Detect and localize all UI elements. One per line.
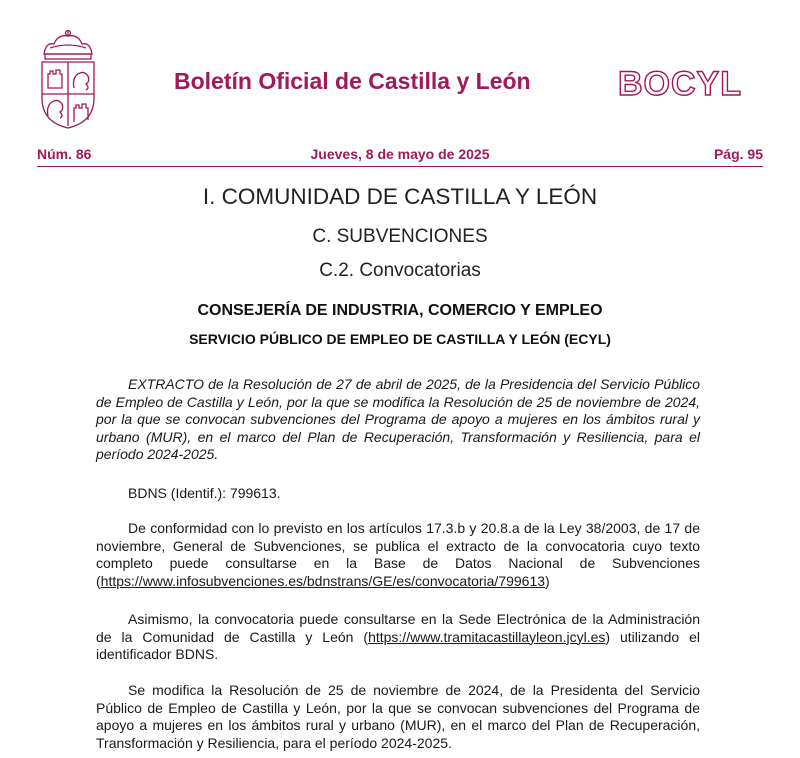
- section-heading-3: C.2. Convocatorias: [319, 260, 481, 281]
- conformity-paragraph: [96, 520, 700, 590]
- infosubvenciones-link[interactable]: https://www.infosubvenciones.es/bdnstrans/GE/es/convocatoria/799613: [100, 572, 546, 589]
- bdns-text: BDNS (Identif.): 799613.: [128, 485, 281, 501]
- tramita-link[interactable]: https://www.tramitacastillayleon.jcyl.es: [368, 628, 606, 645]
- department-heading: CONSEJERÍA DE INDUSTRIA, COMERCIO Y EMPLEO: [197, 302, 603, 319]
- conformity-text: De conformidad con lo previsto en los artículos 17.3.b y 20.8.a de la Ley 38/2003, de 17 de noviembre, General de Subvenciones, se publica el extracto de la convocatoria cuyo texto completo puede consultarse en la Base de Datos Nacional de Subvenciones (: [96, 520, 700, 589]
- bdns-paragraph: [96, 485, 700, 503]
- modification-text: Se modifica la Resolución de 25 de noviembre de 2024, de la Presidenta del Servicio Público de Empleo de Castilla y León, por la que se convocan subvenciones del Programa de apoyo a mujeres en los ámbitos rural y urbano (MUR), en el marco del Plan de Recuperación, Transformación y Resiliencia, para el período 2024-2025.: [96, 682, 700, 751]
- conformity-end: ): [545, 572, 550, 589]
- bocyl-logo: [618, 66, 766, 100]
- section-heading-1: I. COMUNIDAD DE CASTILLA Y LEÓN: [202, 184, 598, 209]
- asimismo-paragraph: [96, 611, 700, 664]
- issue-date: Jueves, 8 de mayo de 2025: [310, 146, 490, 162]
- issue-number: Núm. 86: [37, 146, 92, 162]
- modification-paragraph: [96, 682, 700, 752]
- extract-paragraph: [96, 376, 700, 464]
- bocyl-logo-text: BOCYL: [618, 66, 742, 100]
- page-header: [0, 0, 800, 140]
- extract-text: EXTRACTO de la Resolución de 27 de abril de 2025, de la Presidencia del Servicio Público de Empleo de Castilla y León, por la que se modifica la Resolución de 25 de noviembre de 2024, por la que se convocan subvenciones del Programa de apoyo a mujeres en los ámbitos rural y urbano (MUR), en el marco del Plan de Recuperación, Transformación y Resiliencia, para el período 2024-2025.: [96, 376, 700, 462]
- issue-meta-bar: [37, 146, 763, 167]
- page-number: Pág. 95: [713, 146, 763, 162]
- section-heading-2: C. SUBVENCIONES: [312, 226, 488, 247]
- coat-of-arms-icon: [36, 28, 100, 132]
- asimismo-text: Asimismo, la convocatoria puede consultarse en la Sede Electrónica de la Administración de la Comunidad de Castilla y León (: [96, 611, 700, 645]
- journal-title: Boletín Oficial de Castilla y León: [174, 68, 531, 94]
- asimismo-end: ) utilizando el identificador BDNS.: [96, 628, 700, 662]
- service-heading: SERVICIO PÚBLICO DE EMPLEO DE CASTILLA Y LEÓN (ECYL): [189, 331, 611, 347]
